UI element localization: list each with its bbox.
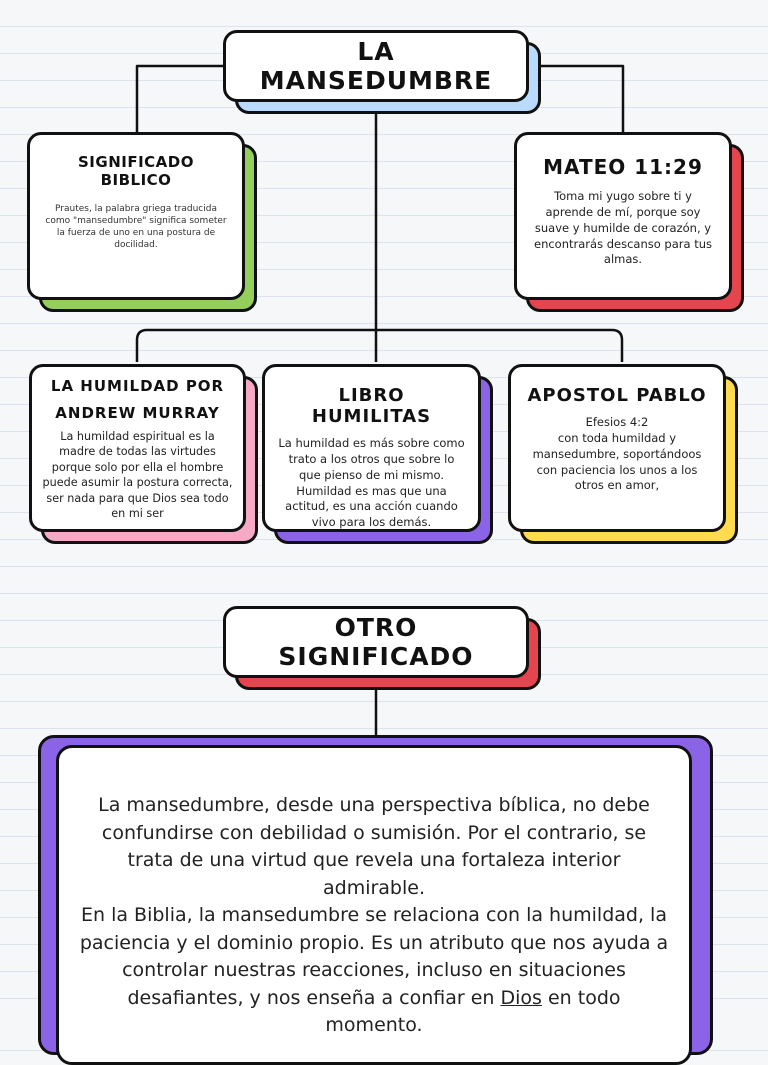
final-paragraph-1: La mansedumbre, desde una perspectiva bíblica, no debe confundirse con debilidad o sumisión. Por el contrario, se trata de una virtud que revela una fortaleza interior admirable. — [98, 794, 650, 899]
apostol-card — [508, 364, 726, 532]
mateo-text: Toma mi yugo sobre ti y aprende de mí, porque soy suave y humilde de corazón, y encontrarás descanso para tus almas. — [534, 189, 712, 267]
dios-link[interactable]: Dios — [500, 986, 542, 1009]
main-title: LA MANSEDUMBRE — [223, 30, 529, 102]
mateo-face — [514, 132, 732, 300]
otro-title-card — [223, 606, 529, 678]
apostol-text: con toda humildad y mansedumbre, soportándoos con paciencia los unos a los otros en amor, — [532, 430, 702, 493]
main-title-card — [223, 30, 529, 102]
libro-title: LIBRO HUMILITAS — [311, 385, 432, 427]
mateo-card — [514, 132, 732, 300]
connector-main-right — [530, 66, 623, 132]
connector-main-left — [137, 66, 226, 132]
libro-face — [262, 364, 481, 532]
significado-title: SIGNIFICADO BIBLICO — [78, 153, 194, 189]
significado-text: Prautes, la palabra griega traducida como "mansedumbre" significa someter la fuerza de uno en una postura de docilidad. — [45, 204, 227, 251]
libro-text: La humildad es más sobre como trato a los otros que sobre lo que pienso de mi mismo. Humildad es mas que una actitud, es una acción cuando vivo para los demás. — [278, 436, 465, 530]
final-paragraph-2 — [79, 902, 669, 1040]
final-paragraph-2-text: En la Biblia, la mansedumbre se relaciona con la humildad, la paciencia y el dominio propio. Es un atributo que nos ayuda a controlar nuestras reacciones, incluso en situaciones desafiantes, y nos enseña a confiar en — [79, 904, 669, 1009]
apostol-face — [508, 364, 726, 532]
significado-face — [27, 132, 245, 300]
humildad-card — [29, 364, 246, 532]
libro-card — [262, 364, 481, 532]
final-paragraph-2-end: en todo momento. — [325, 986, 621, 1036]
mateo-title: MATEO 11:29 — [543, 155, 703, 179]
significado-card — [27, 132, 245, 300]
apostol-ref: Efesios 4:2 — [585, 415, 649, 429]
final-box — [56, 745, 692, 1065]
humildad-text: La humildad espiritual es la madre de todas las virtudes porque solo por ella el hombre puede asumir la postura correcta, ser nada para que Dios sea todo en mi ser — [42, 430, 233, 521]
humildad-title: LA HUMILDAD POR ANDREW MURRAY — [50, 377, 225, 422]
otro-title: OTRO SIGNIFICADO — [223, 606, 529, 678]
connector-branch — [137, 330, 622, 362]
apostol-title: APOSTOL PABLO — [527, 385, 707, 406]
humildad-face — [29, 364, 246, 532]
